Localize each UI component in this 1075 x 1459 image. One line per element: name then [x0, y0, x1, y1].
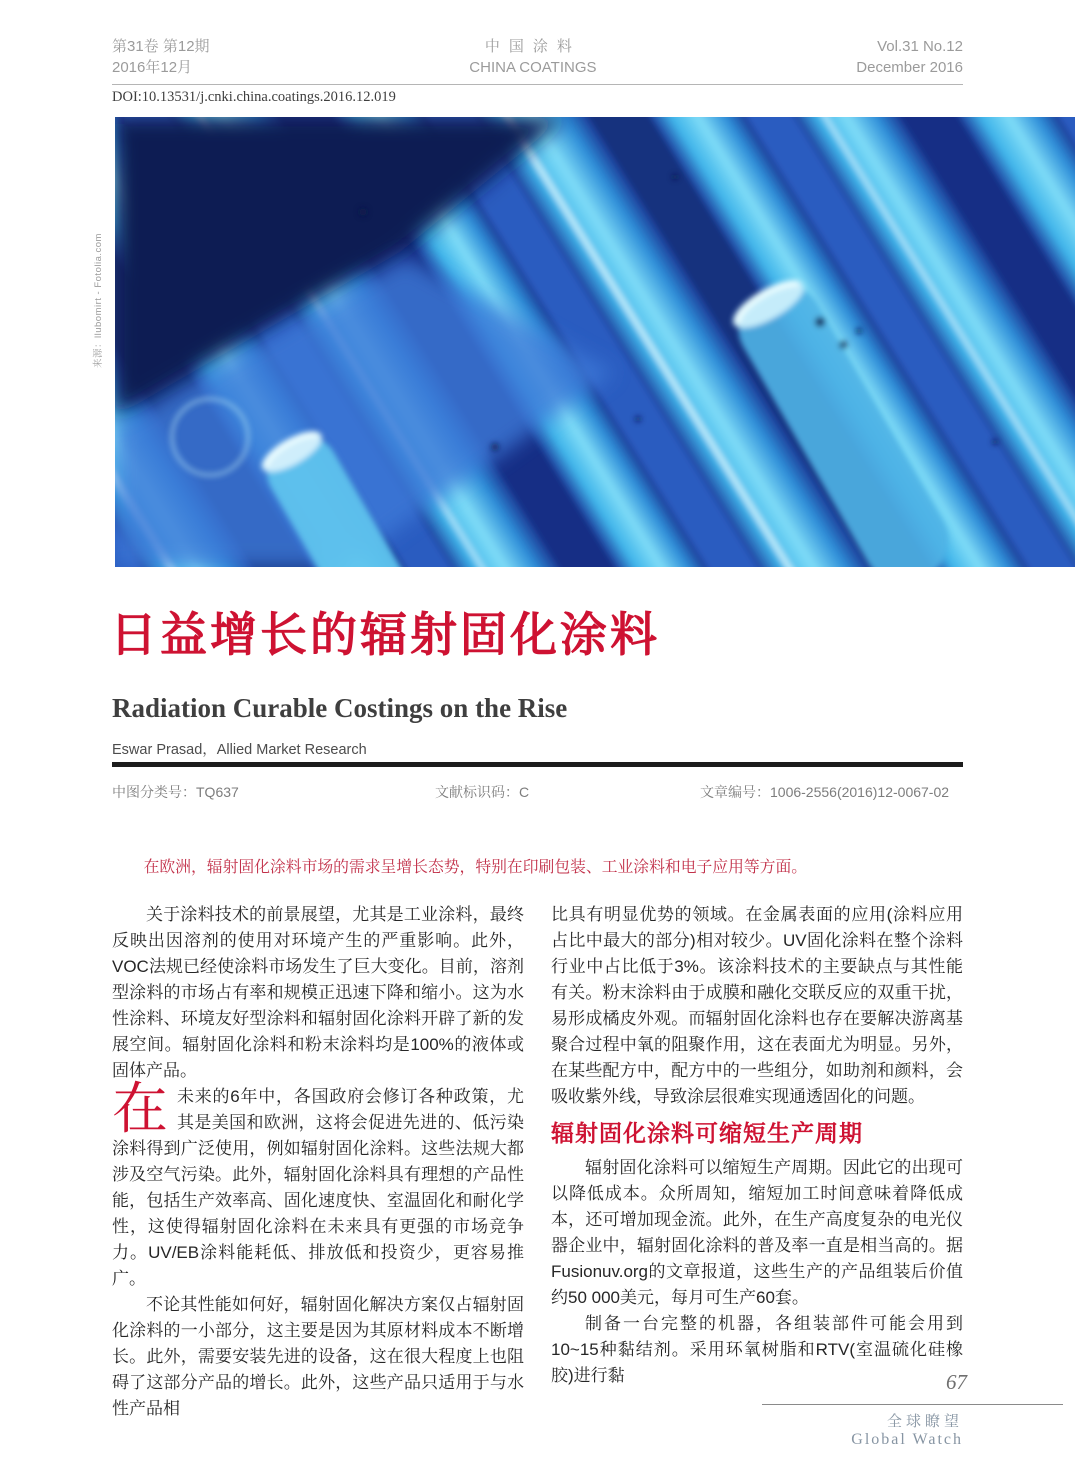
paragraph: 制备一台完整的机器，各组装部件可能会用到10~15种黏结剂。采用环氧树脂和RTV(室温硫化硅橡胶)进行黏 [551, 1314, 963, 1385]
drop-cap: 在 [112, 1079, 168, 1141]
header-row [112, 36, 963, 85]
body-column-right [551, 902, 963, 1389]
paragraph-with-dropcap [112, 1079, 524, 1292]
section-heading: 辐射固化涂料可缩短生产周期 [551, 1120, 863, 1146]
divider-rule [112, 762, 963, 767]
journal-name-en: CHINA COATINGS [469, 59, 597, 76]
header-volume-issue-zh [112, 36, 210, 78]
header-volume-issue-en [856, 36, 963, 78]
article-id: 文章编号：1006-2556(2016)12-0067-02 [700, 784, 950, 800]
vol-issue-en: Vol.31 No.12 [877, 38, 963, 55]
meta-row [112, 782, 963, 802]
page-number: 67 [946, 1370, 967, 1394]
paragraph: 不论其性能如何好，辐射固化解决方案仅占辐射固化涂料的一小部分，这主要是因为其原材料成本不断增长。此外，需要安装先进的设备，这在很大程度上也阻碍了这部分产品的增长。此外，这些产品只适用于与水性产品相 [112, 1295, 524, 1418]
journal-header [112, 36, 963, 106]
paragraph: 辐射固化涂料可以缩短生产周期。因此它的出现可以降低成本。众所周知，缩短加工时间意味着降低成本，还可增加现金流。此外，在生产高度复杂的电光仪器企业中，辐射固化涂料的普及率一直是相当高的。据Fusionuv.org的文章报道，这些生产的产品组装后价值约50 000美元，每月可生产60套。 [551, 1158, 963, 1307]
body-column-left [112, 902, 524, 1422]
clc-number: 中图分类号：TQ637 [112, 784, 239, 800]
footer-rule [762, 1404, 1063, 1405]
article-title-zh: 日益增长的辐射固化涂料 [110, 608, 660, 661]
paragraph-text: 未来的6年中，各国政府会修订各种政策，尤其是美国和欧洲，这将会促进先进的、低污染涂料得到广泛使用，例如辐射固化涂料。这些法规大都涉及空气污染。此外，辐射固化涂料具有理想的产品性能，包括生产效率高、固化速度快、室温固化和耐化学性，这使得辐射固化涂料在未来具有更强的市场竞争力。UV/EB涂料能耗低、排放低和投资少，更容易推广。 [112, 1087, 524, 1288]
date-zh: 2016年12月 [112, 59, 193, 76]
doi-line: DOI:10.13531/j.cnki.china.coatings.2016.12.019 [112, 89, 396, 105]
section-name-en: Global Watch [851, 1431, 963, 1448]
paragraph: 比具有明显优势的领域。在金属表面的应用(涂料应用占比中最大的部分)相对较少。UV固化涂料在整个涂料行业中占比低于3%。该涂料技术的主要缺点与其性能有关。粉末涂料由于成膜和融化交联反应的双重干扰，易形成橘皮外观。而辐射固化涂料也存在要解决游离基聚合过程中氧的阻聚作用，这在表面尤为明显。另外，在某些配方中，配方中的一些组分，如助剂和颜料，会吸收紫外线，导致涂层很难实现通透固化的问题。 [551, 905, 963, 1106]
document-code: 文献标识码：C [435, 784, 530, 800]
journal-name [469, 36, 596, 78]
journal-name-zh: 中国涂料 [484, 38, 581, 55]
photo-credit: 来源：llubomirt - Fotolia.com [93, 233, 104, 368]
article-title-en: Radiation Curable Costings on the Rise [112, 693, 568, 723]
author-line: Eswar Prasad，Allied Market Research [112, 742, 367, 758]
ampoules-illustration [115, 117, 1075, 567]
paragraph: 关于涂料技术的前景展望，尤其是工业涂料，最终反映出因溶剂的使用对环境产生的严重影响。此外，VOC法规已经使涂料市场发生了巨大变化。目前，溶剂型涂料的市场占有率和规模正迅速下降和缩小。这为水性涂料、环境友好型涂料和辐射固化涂料开辟了新的发展空间。辐射固化涂料和粉末涂料均是100%的液体或固体产品。 [112, 905, 524, 1080]
date-en: December 2016 [856, 59, 963, 76]
vol-issue-zh: 第31卷 第12期 [112, 38, 210, 55]
section-name-zh: 全球瞭望 [886, 1414, 963, 1430]
hero-photo [115, 117, 1075, 567]
abstract-line: 在欧洲，辐射固化涂料市场的需求呈增长态势，特别在印刷包装、工业涂料和电子应用等方面。 [143, 859, 808, 876]
